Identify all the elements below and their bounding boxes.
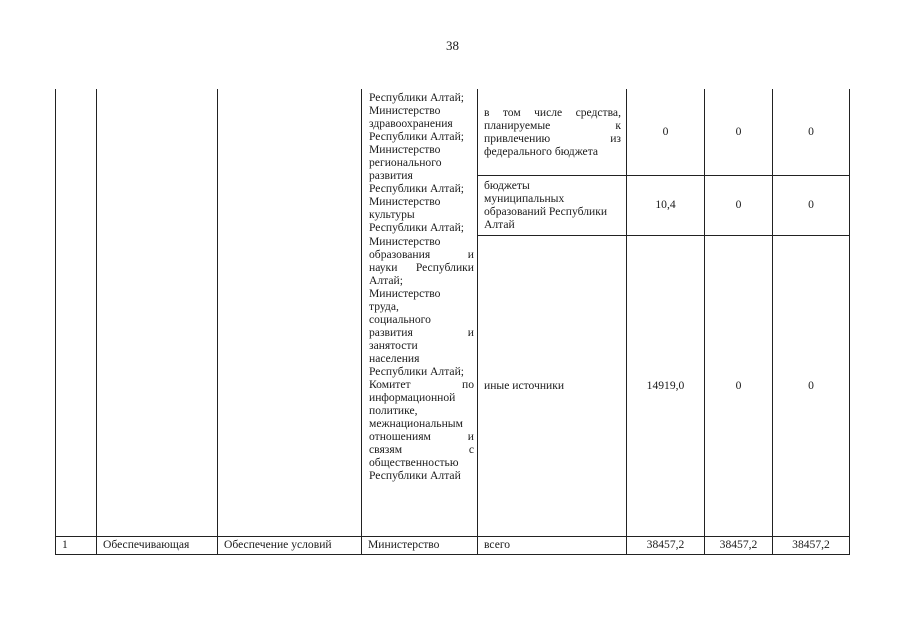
agency-line: информационной [369, 391, 456, 405]
agency-line: отношениям и [369, 430, 474, 444]
page-number: 38 [446, 38, 459, 53]
agency-line: межнациональным [369, 417, 463, 431]
table-row [56, 536, 850, 554]
agency-line: науки Республики [369, 260, 474, 274]
funding-source-federal [478, 89, 627, 175]
agency-line: социального [369, 312, 431, 326]
source-line: привлечению из [484, 131, 621, 145]
agency-line: общественностью [369, 456, 459, 470]
value-cell: 10,4 [627, 175, 705, 235]
agency-line: развития [369, 169, 413, 183]
agency-line: Республики Алтай [369, 469, 461, 483]
agency-line: Республики Алтай; [369, 91, 464, 104]
agency-line: Министерство [369, 143, 441, 157]
agency-line: населения [369, 351, 420, 365]
agency-line: занятости [369, 338, 418, 352]
agency-line: Республики Алтай; [369, 221, 464, 235]
value-cell: 38457,2 [773, 536, 850, 554]
agency-line: образования и [369, 247, 474, 261]
value-cell: 0 [627, 89, 705, 175]
source-line: бюджеты [484, 178, 530, 192]
value-cell: 0 [705, 89, 773, 175]
value-cell: 38457,2 [627, 536, 705, 554]
source-line: федерального бюджета [484, 144, 599, 158]
funding-source-other [478, 235, 627, 536]
agency-line: Республики Алтай; [369, 130, 464, 144]
agency-line: регионального [369, 156, 442, 170]
funding-source-municipal [478, 175, 627, 235]
value-cell: 0 [705, 235, 773, 536]
source-line: иные источники [484, 378, 565, 392]
agency-line: Министерство [369, 234, 441, 248]
responsible-agencies-cell [362, 89, 478, 536]
funding-source-total: всего [478, 536, 627, 554]
value-cell: 0 [773, 235, 850, 536]
agency-line: Комитет по [369, 378, 474, 392]
measure-type: Обеспечивающая [97, 536, 218, 554]
row-number: 1 [56, 536, 97, 554]
agency-line: политике, [369, 404, 418, 418]
type-cell-continued [97, 89, 218, 536]
responsible-agency: Министерство [362, 536, 478, 554]
program-funding-table [55, 89, 850, 555]
value-cell: 0 [705, 175, 773, 235]
agency-line: культуры [369, 208, 415, 222]
measure-name: Обеспечение условий [218, 536, 362, 554]
number-cell-continued [56, 89, 97, 536]
source-line: Алтай [484, 218, 515, 232]
source-line: в том числе средства, [484, 105, 621, 119]
source-line: планируемые к [484, 118, 621, 132]
agency-line: здравоохранения [369, 117, 453, 131]
source-line: образований Республики [484, 205, 608, 218]
source-line: муниципальных [484, 191, 565, 205]
value-cell: 14919,0 [627, 235, 705, 536]
agency-line: труда, [369, 299, 399, 313]
agency-line: связям с [369, 443, 474, 457]
agency-line: Министерство [369, 104, 441, 118]
agency-line: Министерство [369, 195, 441, 209]
value-cell: 0 [773, 89, 850, 175]
agency-line: Алтай; [369, 273, 403, 287]
agency-line: Министерство [369, 286, 441, 300]
value-cell: 38457,2 [705, 536, 773, 554]
agency-line: Республики Алтай; [369, 182, 464, 196]
value-cell: 0 [773, 175, 850, 235]
agency-line: развития и [369, 325, 474, 339]
name-cell-continued [218, 89, 362, 536]
agency-line: Республики Алтай; [369, 364, 464, 378]
